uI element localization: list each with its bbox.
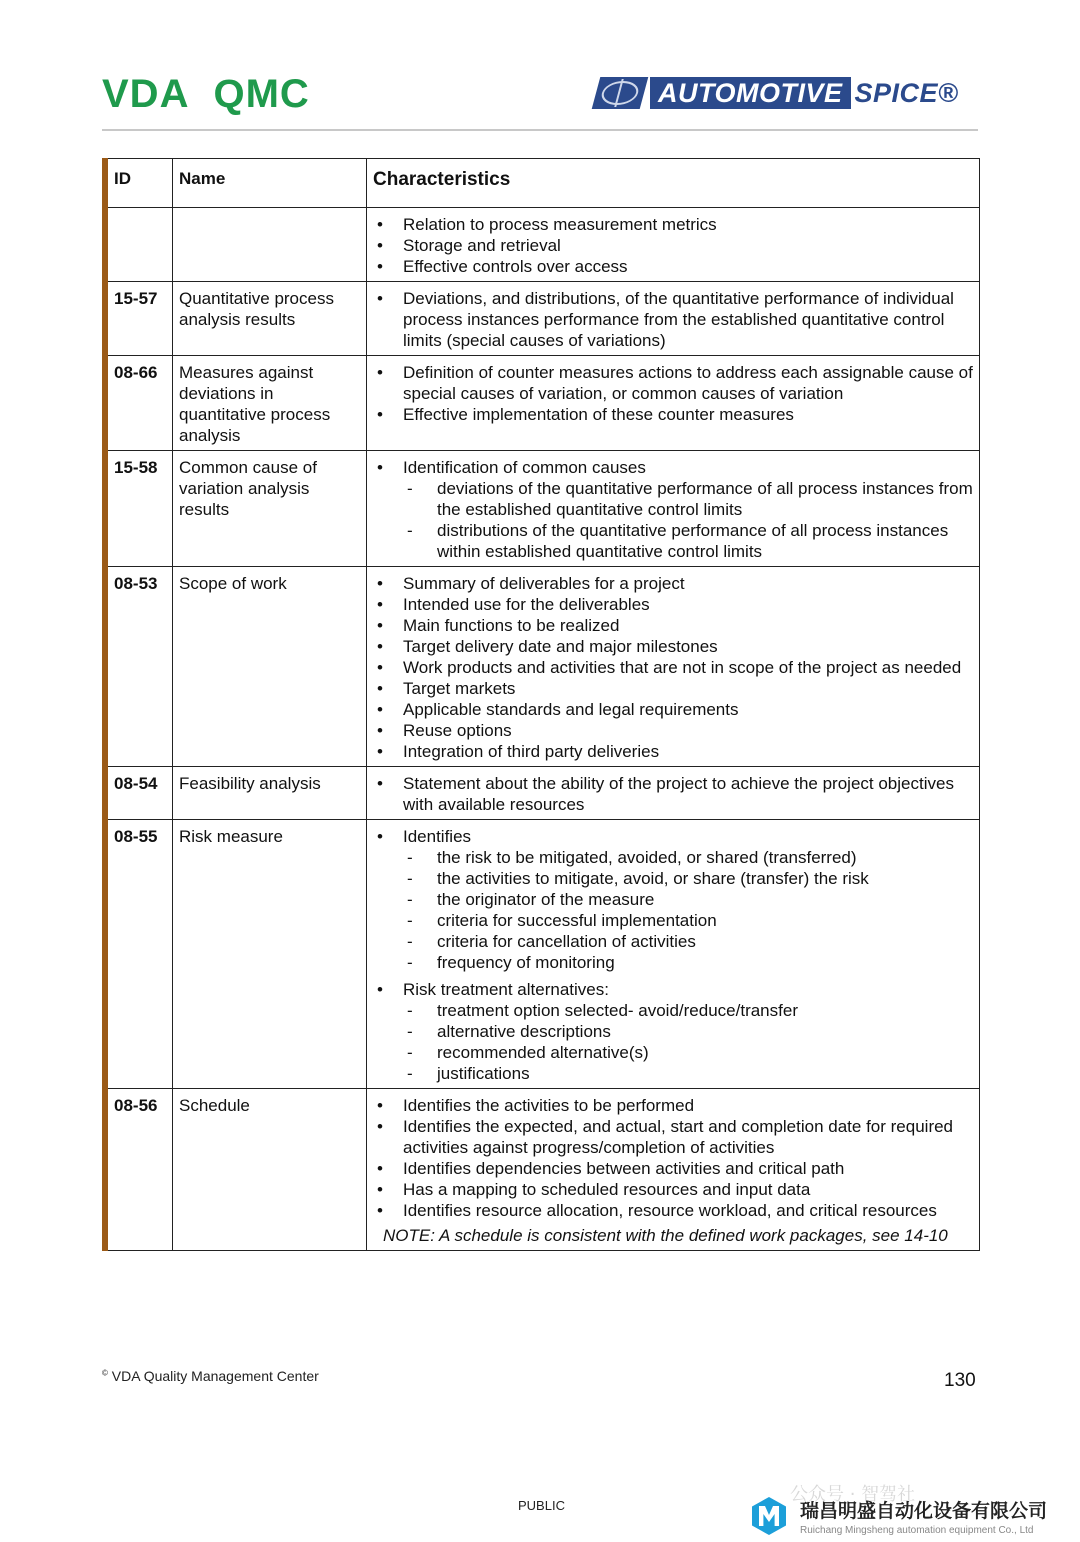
- list-item: • Relation to process measurement metrics: [373, 214, 973, 235]
- row-id: 08-53: [105, 567, 173, 767]
- row-id: 08-54: [105, 767, 173, 820]
- page-number: 130: [944, 1370, 976, 1391]
- row-characteristics: [367, 1089, 980, 1251]
- list-item: • Identifies the activities to be performed: [373, 1095, 973, 1116]
- sub-list-item: - recommended alternative(s): [403, 1042, 973, 1063]
- row-id: 08-66: [105, 356, 173, 451]
- sub-list-item: - justifications: [403, 1063, 973, 1084]
- row-name: Measures against deviations in quantitative process analysis: [173, 356, 367, 451]
- table-row: [105, 356, 980, 451]
- row-id: [105, 208, 173, 282]
- row-characteristics: [367, 820, 980, 1089]
- row-id: 08-55: [105, 820, 173, 1089]
- list-item: • Target delivery date and major milestones: [373, 636, 973, 657]
- sub-list-item: - distributions of the quantitative performance of all process instances within established quantitative control limits: [403, 520, 973, 562]
- list-item: • Reuse options: [373, 720, 973, 741]
- list-item: • Target markets: [373, 678, 973, 699]
- row-characteristics: [367, 208, 980, 282]
- row-characteristics: [367, 567, 980, 767]
- row-name: Risk measure: [173, 820, 367, 1089]
- globe-icon: [592, 77, 649, 109]
- watermark-text: 公众号 · 智驾社: [790, 1484, 916, 1505]
- company-name-en: Ruichang Mingsheng automation equipment Co., Ltd: [800, 1525, 1034, 1536]
- row-characteristics: [367, 282, 980, 356]
- table-header-row: [105, 159, 980, 208]
- header-name: Name: [173, 159, 367, 208]
- table-row: [105, 820, 980, 1089]
- list-item: • Integration of third party deliveries: [373, 741, 973, 762]
- row-characteristics: [367, 356, 980, 451]
- company-watermark: [752, 1496, 1047, 1536]
- table-row: [105, 1089, 980, 1251]
- copyright-symbol: ©: [102, 1368, 108, 1378]
- list-item: • Identifies resource allocation, resource workload, and critical resources: [373, 1200, 973, 1221]
- row-name: Schedule: [173, 1089, 367, 1251]
- row-characteristics: [367, 451, 980, 567]
- list-item: • Storage and retrieval: [373, 235, 973, 256]
- row-characteristics: [367, 767, 980, 820]
- company-logo-icon: [752, 1497, 786, 1535]
- spice-logo-box: AUTOMOTIVE: [650, 77, 851, 109]
- row-id: 15-57: [105, 282, 173, 356]
- row-name: Scope of work: [173, 567, 367, 767]
- row-id: 15-58: [105, 451, 173, 567]
- sub-list-item: - treatment option selected- avoid/reduce/transfer: [403, 1000, 973, 1021]
- list-item-text: Risk treatment alternatives:: [403, 980, 609, 999]
- sub-list-item: - the risk to be mitigated, avoided, or shared (transferred): [403, 847, 973, 868]
- sub-list-item: - criteria for cancellation of activities: [403, 931, 973, 952]
- copyright-text: VDA Quality Management Center: [111, 1368, 319, 1384]
- list-item: • Applicable standards and legal requirements: [373, 699, 973, 720]
- row-id: 08-56: [105, 1089, 173, 1251]
- row-name: [173, 208, 367, 282]
- classification-label: PUBLIC: [518, 1498, 565, 1513]
- list-item: • Main functions to be realized: [373, 615, 973, 636]
- list-item: • Effective controls over access: [373, 256, 973, 277]
- table-row: [105, 567, 980, 767]
- work-product-table: [102, 158, 980, 1251]
- sub-list-item: - the activities to mitigate, avoid, or share (transfer) the risk: [403, 868, 973, 889]
- list-item: • Definition of counter measures actions to address each assignable cause of special causes of variation, or common causes of variation: [373, 362, 973, 404]
- list-item-text: Identification of common causes: [403, 458, 646, 477]
- header-divider: [102, 129, 978, 131]
- list-item: [373, 457, 973, 562]
- list-item: • Intended use for the deliverables: [373, 594, 973, 615]
- table-row: [105, 208, 980, 282]
- list-item: • Statement about the ability of the project to achieve the project objectives with available resources: [373, 773, 973, 815]
- sub-list-item: - deviations of the quantitative performance of all process instances from the established quantitative control limits: [403, 478, 973, 520]
- list-item: • Work products and activities that are not in scope of the project as needed: [373, 657, 973, 678]
- table-row: [105, 282, 980, 356]
- automotive-spice-logo: [596, 76, 958, 110]
- copyright-notice: [102, 1368, 319, 1384]
- list-item: • Effective implementation of these counter measures: [373, 404, 973, 425]
- sub-list-item: - criteria for successful implementation: [403, 910, 973, 931]
- list-item: [373, 826, 973, 973]
- table-row: [105, 767, 980, 820]
- list-item: [373, 979, 973, 1084]
- schedule-note: NOTE: A schedule is consistent with the defined work packages, see 14-10: [383, 1226, 948, 1245]
- list-item: • Identifies dependencies between activities and critical path: [373, 1158, 973, 1179]
- vda-qmc-logo: VDA QMC: [102, 72, 310, 116]
- row-name: Common cause of variation analysis results: [173, 451, 367, 567]
- list-item: • Deviations, and distributions, of the quantitative performance of individual process instances performance from the established quantitative control limits (special causes of variations): [373, 288, 973, 351]
- header-id: ID: [105, 159, 173, 208]
- sub-list-item: - alternative descriptions: [403, 1021, 973, 1042]
- header-characteristics: Characteristics: [367, 159, 980, 208]
- list-item: • Has a mapping to scheduled resources and input data: [373, 1179, 973, 1200]
- row-name: Feasibility analysis: [173, 767, 367, 820]
- list-item: • Summary of deliverables for a project: [373, 573, 973, 594]
- spice-logo-text: SPICE®: [854, 77, 959, 108]
- list-item-text: Identifies: [403, 827, 472, 846]
- table-row: [105, 451, 980, 567]
- sub-list-item: - the originator of the measure: [403, 889, 973, 910]
- sub-list-item: - frequency of monitoring: [403, 952, 973, 973]
- list-item: • Identifies the expected, and actual, start and completion date for required activities against progress/completion of activities: [373, 1116, 973, 1158]
- row-name: Quantitative process analysis results: [173, 282, 367, 356]
- company-name-cn: 瑞昌明盛自动化设备有限公司: [800, 1500, 1048, 1522]
